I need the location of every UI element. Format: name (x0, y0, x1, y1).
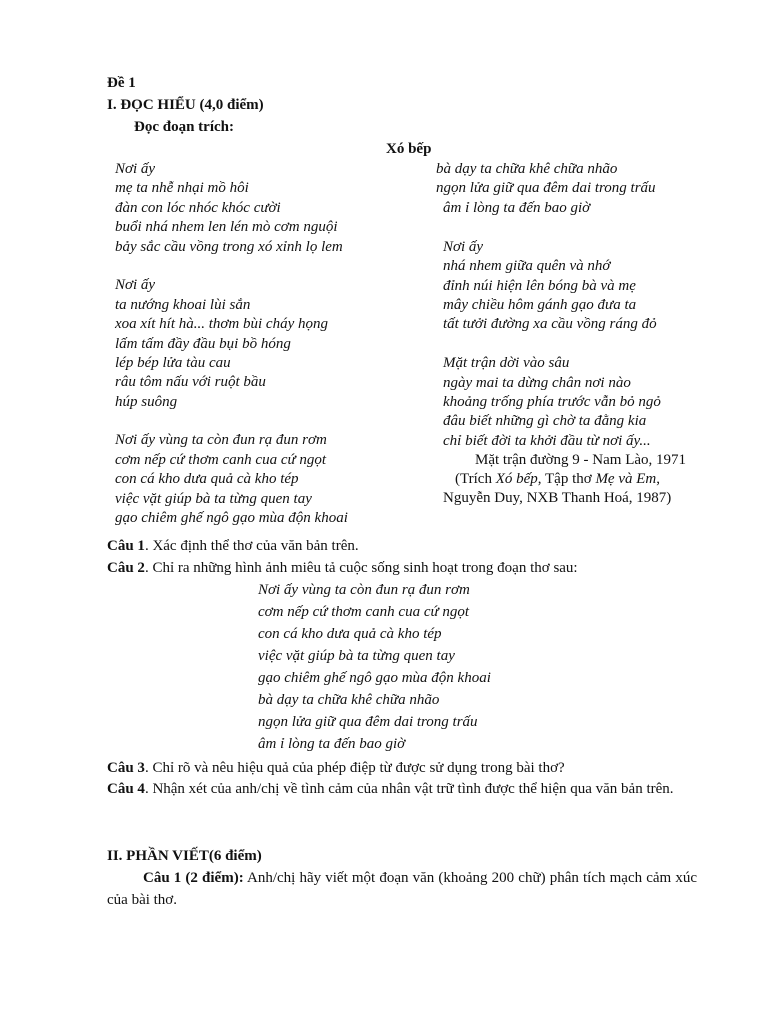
source-open: (Trích (455, 471, 496, 487)
part2-q1-text: Anh/chị hãy viết một đoạn văn (khoảng 200 chữ) phân tích mạch cảm xúc của bài thơ. (107, 870, 698, 908)
poem-line: râu tôm nấu với ruột bầu (115, 374, 266, 391)
stanza-break (443, 335, 661, 354)
q3-text: . Chỉ rõ và nêu hiệu quả của phép điệp từ được sử dụng trong bài thơ? (144, 760, 565, 776)
poem-line: đâu biết những gì chờ ta đằng kia (443, 413, 647, 430)
excerpt-line: Nơi ấy vùng ta còn đun rạ đun rơm (258, 582, 470, 598)
stanza-break (115, 257, 348, 276)
poem-line: đàn con lóc nhóc khóc cười (115, 199, 281, 216)
stanza-break (443, 218, 661, 237)
poem-source-line1 (455, 470, 660, 489)
q4-text: . Nhận xét của anh/chị về tình cảm của nhân vật trữ tình được thể hiện qua văn bản trên. (144, 781, 674, 797)
poem-source-line2: Nguyễn Duy, NXB Thanh Hoá, 1987) (443, 490, 672, 506)
poem-line: Nơi ấy (115, 161, 156, 177)
excerpt-line: ngọn lửa giữ qua đêm dai trong trấu (258, 714, 478, 730)
poem-title: Xó bếp (386, 141, 432, 157)
read-prompt: Đọc đoạn trích: (134, 119, 234, 135)
part2-question-1 (107, 867, 697, 911)
excerpt-line: việc vặt giúp bà ta từng quen tay (258, 648, 455, 664)
q2-excerpt (258, 579, 491, 755)
q2-label: Câu 2 (107, 560, 145, 576)
poem-line: bảy sắc cầu vồng trong xó xỉnh lọ lem (115, 238, 343, 255)
part2-q1-label: Câu 1 (2 điểm): (143, 870, 244, 886)
source-end: , (656, 471, 660, 487)
poem-right-column (443, 199, 661, 451)
q4-label: Câu 4 (107, 781, 145, 797)
source-mid: , Tập thơ (537, 471, 596, 487)
poem-line: buổi nhá nhem len lén mò cơm nguội (115, 219, 338, 236)
poem-line: việc vặt giúp bà ta từng quen tay (115, 490, 312, 507)
question-1 (107, 537, 359, 556)
q1-label: Câu 1 (107, 538, 145, 554)
poem-line: Nơi ấy (443, 238, 484, 255)
poem-line: Nơi ấy (115, 277, 156, 294)
poem-line: đỉnh núi hiện lên bóng bà và mẹ (443, 277, 636, 294)
poem-left-column (115, 160, 348, 528)
poem-line: ngọn lửa giữ qua đêm dai trong trấu (436, 180, 656, 197)
poem-line: bà dạy ta chữa khê chữa nhão (436, 161, 618, 177)
poem-right-top (436, 160, 656, 199)
q3-label: Câu 3 (107, 760, 145, 776)
question-3 (107, 759, 565, 778)
poem-line: Nơi ấy vùng ta còn đun rạ đun rơm (115, 432, 327, 449)
poem-line: khoảng trống phía trước vẫn bỏ ngỏ (443, 393, 661, 410)
excerpt-line: gạo chiêm ghế ngô gạo mùa độn khoai (258, 670, 491, 686)
poem-line: ta nướng khoai lùi sắn (115, 296, 251, 313)
source-collection: Mẹ và Em (595, 471, 657, 487)
part1-title: I. ĐỌC HIỂU (4,0 điểm) (107, 97, 264, 113)
source-poem-name: Xó bếp (495, 471, 538, 487)
poem-line: âm ỉ lòng ta đến bao giờ (443, 200, 591, 216)
question-4 (107, 778, 697, 800)
poem-line: ngày mai ta dừng chân nơi nào (443, 374, 631, 391)
q2-text: . Chỉ ra những hình ảnh miêu tả cuộc sống sinh hoạt trong đoạn thơ sau: (144, 560, 578, 576)
poem-line: lép bép lửa tàu cau (115, 354, 231, 371)
excerpt-line: con cá kho dưa quả cà kho tép (258, 626, 442, 642)
poem-line: xoa xít hít hà... thơm bùi cháy họng (115, 316, 328, 333)
poem-line: con cá kho dưa quả cà kho tép (115, 471, 299, 488)
poem-line: nhá nhem giữa quên và nhớ (443, 258, 611, 275)
poem-line: cơm nếp cứ thơm canh cua cứ ngọt (115, 451, 327, 468)
part2-title: II. PHẦN VIẾT(6 điểm) (107, 848, 262, 864)
question-2 (107, 559, 578, 578)
excerpt-line: bà dạy ta chữa khê chữa nhão (258, 692, 440, 708)
poem-line: tất tưởi đường xa cầu vồng ráng đỏ (443, 316, 657, 333)
poem-line: Mặt trận dời vào sâu (443, 355, 570, 372)
poem-line: chỉ biết đời ta khởi đầu từ nơi ấy... (443, 432, 651, 449)
poem-line: gạo chiêm ghế ngô gạo mùa độn khoai (115, 510, 348, 527)
poem-line: lấm tấm đầy đầu bụi bồ hóng (115, 335, 291, 352)
exam-number: Đề 1 (107, 75, 136, 91)
poem-line: mây chiều hôm gánh gạo đưa ta (443, 296, 637, 313)
poem-line: húp suông (115, 393, 178, 410)
q1-text: . Xác định thể thơ của văn bản trên. (144, 538, 359, 554)
poem-place-date: Mặt trận đường 9 - Nam Lào, 1971 (475, 452, 687, 468)
excerpt-line: âm ỉ lòng ta đến bao giờ (258, 736, 406, 752)
stanza-break (115, 412, 348, 431)
excerpt-line: cơm nếp cứ thơm canh cua cứ ngọt (258, 604, 470, 620)
poem-line: mẹ ta nhễ nhại mồ hôi (115, 180, 249, 197)
